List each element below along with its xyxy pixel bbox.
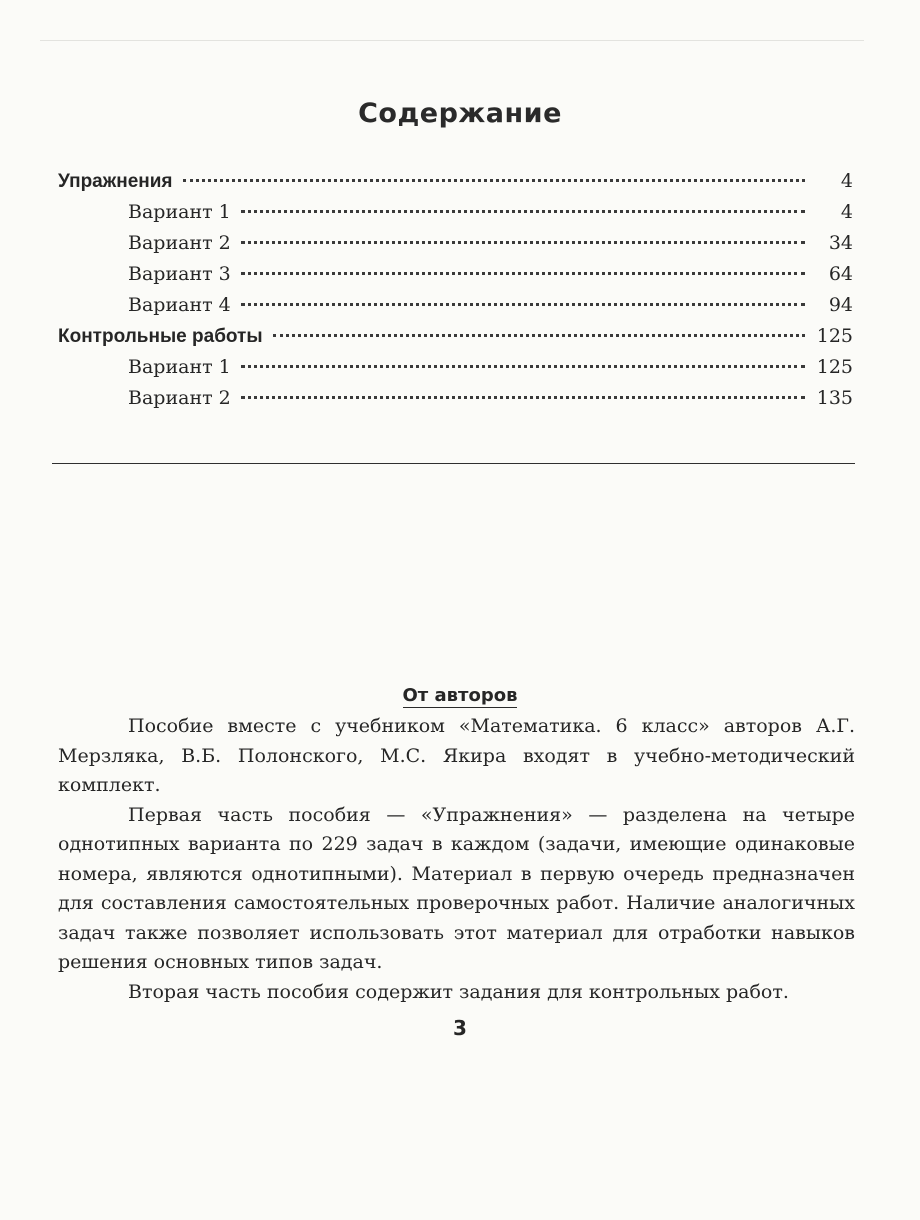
toc-entry-tests[interactable] (58, 325, 853, 356)
toc-leader-dots (241, 210, 805, 213)
toc-entry-label: Упражнения (58, 171, 173, 192)
toc-entry-tests-variant-1[interactable] (58, 356, 853, 387)
toc-entry-page: 94 (828, 294, 853, 316)
authors-paragraph-1: Пособие вместе с учебником «Математика. 6 класс» авторов А.Г. Мерзляка, В.Б. Полонского, М.С. Якира входят в учебно-методический комплект. (58, 715, 855, 796)
toc-entry-exercises-variant-1[interactable] (58, 201, 853, 232)
toc-entry-exercises-variant-2[interactable] (58, 232, 853, 263)
toc-entry-page: 135 (816, 387, 853, 409)
toc-entry-page: 34 (828, 232, 853, 254)
toc-leader-dots (241, 303, 805, 306)
toc-entry-page: 125 (816, 356, 853, 378)
authors-paragraph-3: Вторая часть пособия содержит задания для контрольных работ. (128, 980, 789, 1003)
toc-entry-label: Контрольные работы (58, 326, 263, 347)
section-divider (52, 463, 855, 464)
toc-leader-dots (241, 365, 805, 368)
toc-entry-page: 4 (840, 201, 853, 223)
toc-entry-label: Вариант 2 (128, 387, 231, 409)
toc-entry-exercises[interactable] (58, 170, 853, 201)
toc-leader-dots (273, 334, 805, 337)
page-number: 3 (453, 1016, 467, 1040)
authors-heading-text: От авторов (402, 685, 518, 706)
toc-leader-dots (183, 179, 805, 182)
toc-leader-dots (241, 396, 805, 399)
toc-leader-dots (241, 241, 805, 244)
toc-entry-label: Вариант 2 (128, 232, 231, 254)
toc-entry-page: 4 (840, 170, 853, 192)
authors-body (58, 712, 855, 1007)
toc-entry-tests-variant-2[interactable] (58, 387, 853, 418)
toc-leader-dots (241, 272, 805, 275)
toc-entry-label: Вариант 1 (128, 201, 231, 223)
contents-title: Содержание (358, 98, 562, 129)
toc-entry-label: Вариант 1 (128, 356, 231, 378)
table-of-contents (58, 170, 853, 418)
toc-entry-label: Вариант 3 (128, 263, 231, 285)
toc-entry-label: Вариант 4 (128, 294, 231, 316)
authors-heading (0, 678, 920, 707)
toc-entry-page: 64 (828, 263, 853, 285)
authors-paragraph-2: Первая часть пособия — «Упражнения» — разделена на четыре однотипных варианта по 229 задач в каждом (задачи, имеющие одинаковые номера, являются однотипными). Материал в первую очередь предназначен для составления самостоятельных проверочных работ. Наличие аналогичных задач также позволяет использовать этот материал для отработки навыков решения основных типов задач. (58, 803, 855, 973)
toc-entry-exercises-variant-4[interactable] (58, 294, 853, 325)
toc-entry-page: 125 (816, 325, 853, 347)
toc-entry-exercises-variant-3[interactable] (58, 263, 853, 294)
